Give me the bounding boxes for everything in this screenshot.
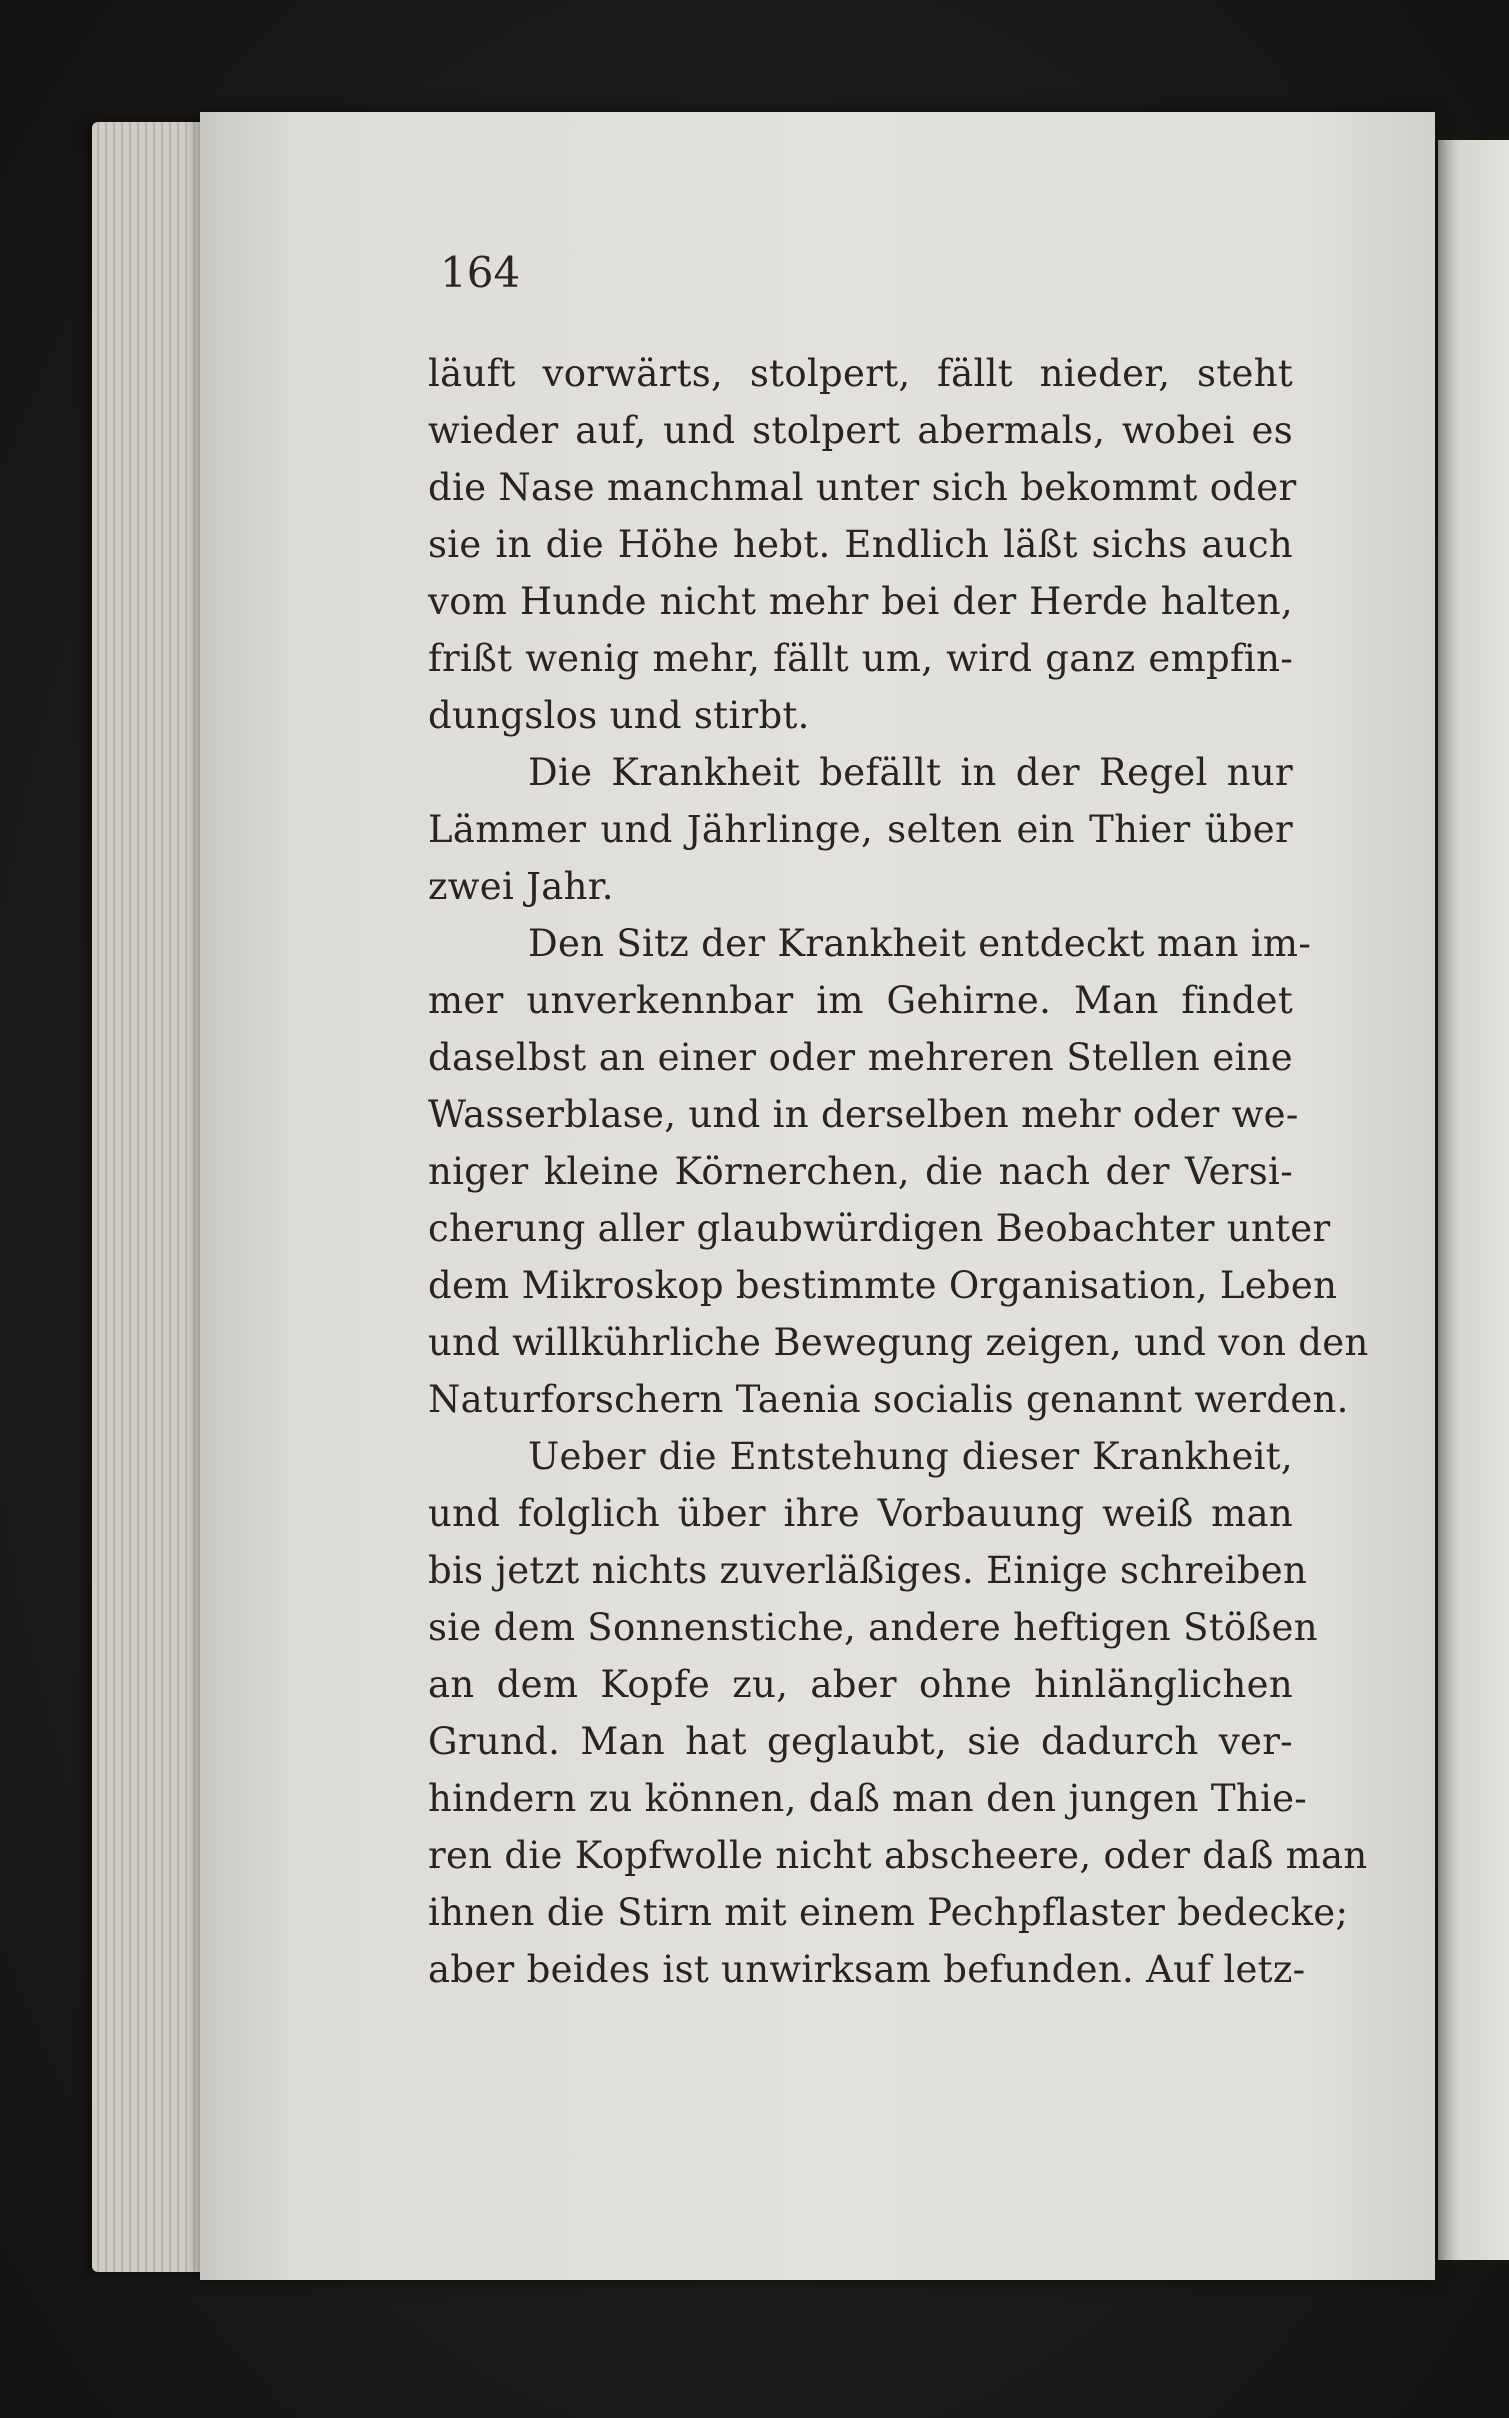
text-line: und willkührliche Bewegung zeigen, und von den — [428, 1321, 1369, 1364]
text-line: wieder auf, und stolpert abermals, wobei es — [428, 409, 1293, 452]
text-line: ihnen die Stirn mit einem Pechpflaster bedecke; — [428, 1891, 1349, 1934]
page-edges — [92, 122, 212, 2272]
text-line: frißt wenig mehr, fällt um, wird ganz empfin- — [428, 637, 1293, 680]
facing-page-edge — [1438, 140, 1509, 2260]
text-line: hindern zu können, daß man den jungen Thie- — [428, 1777, 1308, 1820]
text-line: ren die Kopfwolle nicht abscheere, oder daß man — [428, 1834, 1368, 1877]
text-line: cherung aller glaubwürdigen Beobachter unter — [428, 1207, 1331, 1250]
text-line: bis jetzt nichts zuverläßiges. Einige schreiben — [428, 1549, 1308, 1592]
body-text — [428, 345, 1369, 1998]
text-line: dem Mikroskop bestimmte Organisation, Leben — [428, 1264, 1338, 1307]
text-line: an dem Kopfe zu, aber ohne hinlänglichen — [428, 1663, 1293, 1706]
text-line: läuft vorwärts, stolpert, fällt nieder, steht — [428, 352, 1293, 395]
text-line: dungslos und stirbt. — [428, 694, 810, 737]
text-line: Die Krankheit befällt in der Regel nur — [528, 751, 1293, 794]
text-line: sie in die Höhe hebt. Endlich läßt sichs auch — [428, 523, 1293, 566]
text-line: Den Sitz der Krankheit entdeckt man im- — [528, 922, 1312, 965]
text-line: vom Hunde nicht mehr bei der Herde halten, — [428, 580, 1293, 623]
text-line: daselbst an einer oder mehreren Stellen eine — [428, 1036, 1293, 1079]
text-line: Grund. Man hat geglaubt, sie dadurch ver- — [428, 1720, 1293, 1763]
text-line: und folglich über ihre Vorbauung weiß man — [428, 1492, 1293, 1535]
page-number: 164 — [440, 248, 521, 297]
text-line: zwei Jahr. — [428, 865, 614, 908]
text-line: aber beides ist unwirksam befunden. Auf letz- — [428, 1948, 1306, 1991]
text-line: niger kleine Körnerchen, die nach der Versi- — [428, 1150, 1293, 1193]
text-line: mer unverkennbar im Gehirne. Man findet — [428, 979, 1293, 1022]
text-line: Naturforschern Taenia socialis genannt werden. — [428, 1378, 1349, 1421]
text-line: die Nase manchmal unter sich bekommt oder — [428, 466, 1297, 509]
text-line: Wasserblase, und in derselben mehr oder we- — [428, 1093, 1299, 1136]
text-line: sie dem Sonnenstiche, andere heftigen Stößen — [428, 1606, 1318, 1649]
text-line: Ueber die Entstehung dieser Krankheit, — [528, 1435, 1293, 1478]
text-line: Lämmer und Jährlinge, selten ein Thier über — [428, 808, 1293, 851]
